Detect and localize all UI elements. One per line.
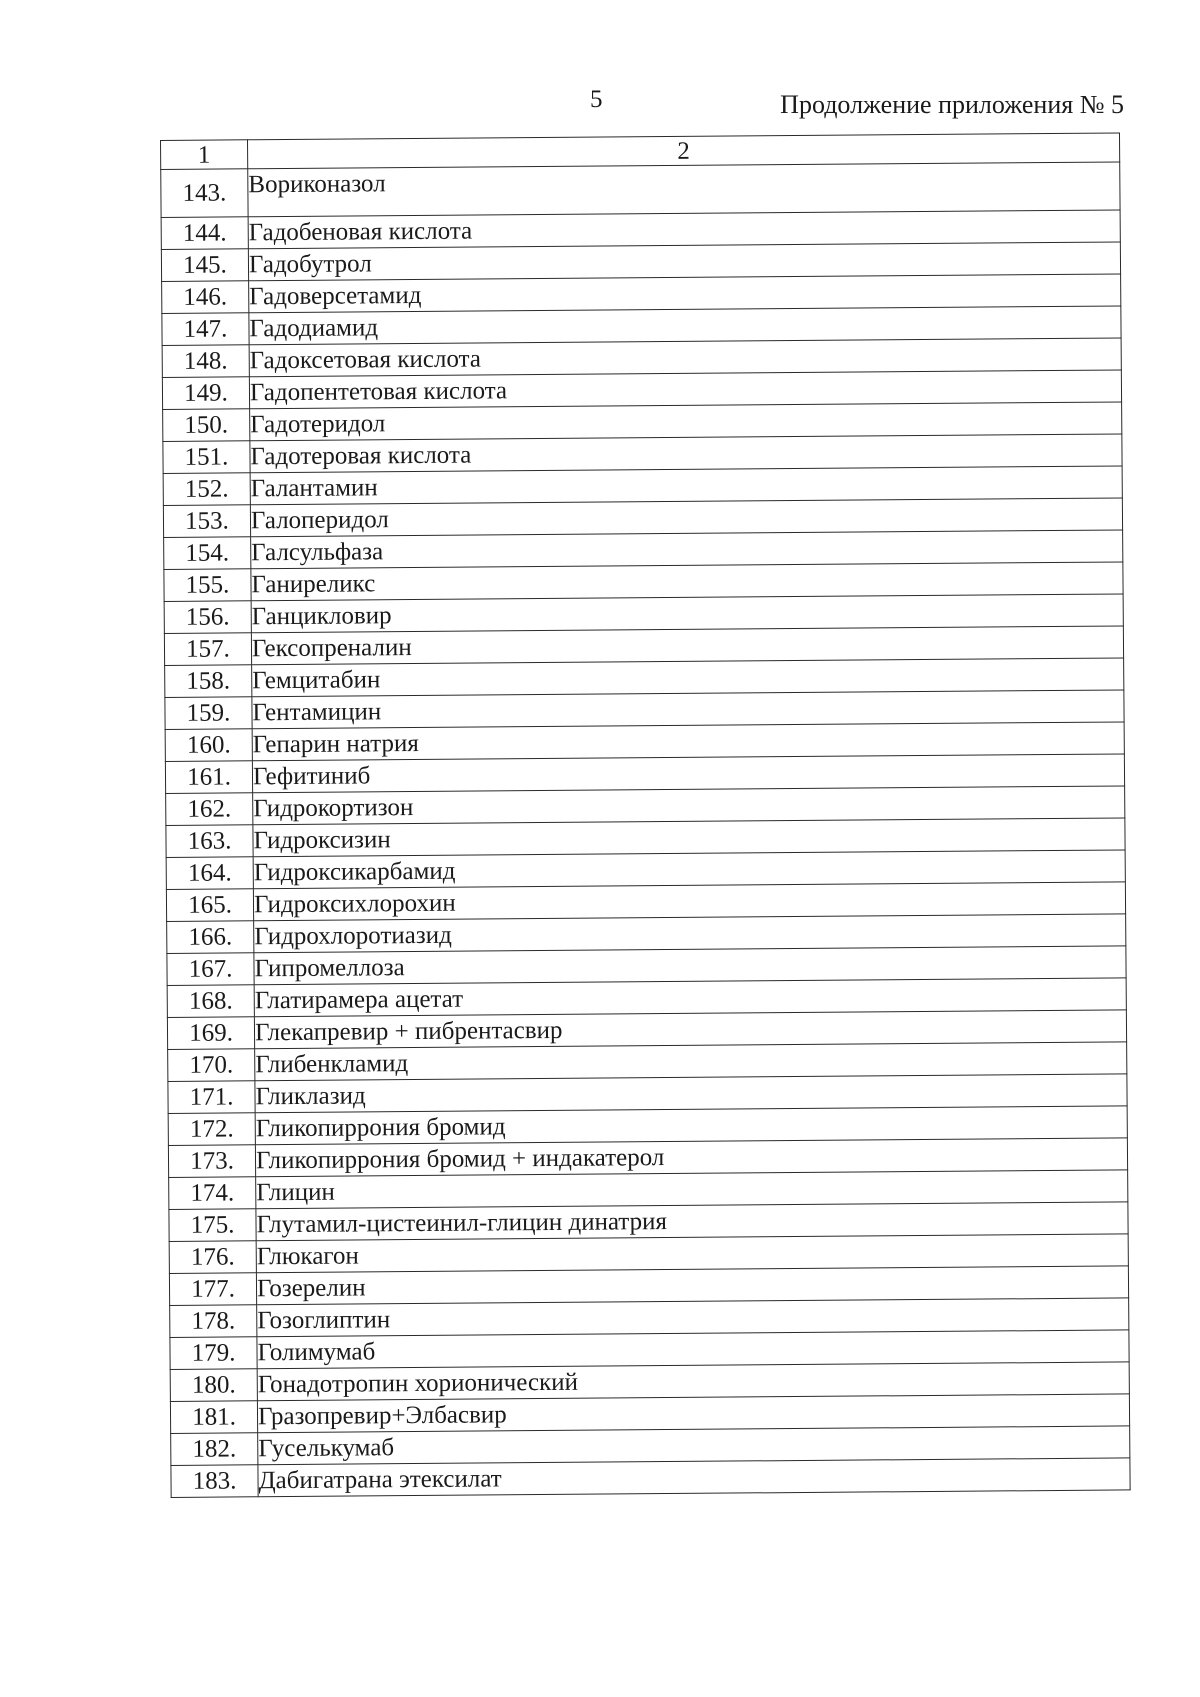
column-header-number: 1 [161,140,248,170]
row-number: 179. [170,1337,257,1370]
row-number: 152. [163,473,250,506]
drug-name: Гемцитабин [252,658,1124,697]
drug-name: Гадобутрол [248,242,1120,281]
drug-name: Глекапревир + пибрентасвир [254,1010,1126,1049]
row-number: 150. [163,409,250,442]
drug-name: Глибенкламид [255,1042,1127,1081]
drug-name: Гозоглиптин [257,1298,1129,1337]
row-number: 178. [170,1305,257,1338]
row-number: 146. [162,281,249,314]
row-number: 144. [161,217,248,250]
row-number: 183. [171,1465,258,1498]
row-number: 147. [162,313,249,346]
drug-name: Галсульфаза [251,530,1123,569]
row-number: 167. [167,953,254,986]
drug-name: Галоперидол [250,498,1122,537]
row-number: 170. [168,1049,255,1082]
row-number: 163. [166,825,253,858]
drug-name: Гексопреналин [251,626,1123,665]
drug-name: Голимумаб [257,1330,1129,1369]
drug-name: Глутамил-цистеинил-глицин динатрия [256,1202,1128,1241]
row-number: 171. [168,1081,255,1114]
drug-name: Гидроксикарбамид [253,850,1125,889]
drug-name: Гадодиамид [249,306,1121,345]
row-number: 180. [170,1369,257,1402]
page-number: 5 [590,86,603,113]
drug-name: Гадопентетовая кислота [249,370,1121,409]
row-number: 153. [163,505,250,538]
drug-name: Гадотеридол [250,402,1122,441]
row-number: 148. [162,345,249,378]
drug-name: Гадотеровая кислота [250,434,1122,473]
row-number: 182. [171,1433,258,1466]
drug-name: Гипромеллоза [254,946,1126,985]
table-container [160,132,1131,1497]
drug-name: Гадоверсетамид [249,274,1121,313]
drug-name: Гликлазид [255,1074,1127,1113]
row-number: 162. [166,793,253,826]
drug-table [160,132,1131,1497]
row-number: 158. [165,665,252,698]
row-number: 164. [166,857,253,890]
drug-name: Гидрокортизон [253,786,1125,825]
drug-name: Галантамин [250,466,1122,505]
drug-name: Гадобеновая кислота [248,210,1120,249]
row-number: 166. [167,921,254,954]
row-number: 149. [162,377,249,410]
row-number: 181. [170,1401,257,1434]
row-number: 173. [168,1145,255,1178]
row-number: 176. [169,1241,256,1274]
table-row [161,162,1120,218]
row-number: 154. [164,537,251,570]
drug-name: Ганцикловир [251,594,1123,633]
row-number: 161. [165,761,252,794]
drug-name: Гуселькумаб [258,1426,1130,1465]
drug-name: Гентамицин [252,690,1124,729]
column-header-name: 2 [248,133,1120,169]
row-number: 177. [169,1273,256,1306]
drug-name: Глюкагон [256,1234,1128,1273]
drug-name: Гликопиррония бромид [255,1106,1127,1145]
drug-name: Гидроксизин [253,818,1125,857]
row-number: 169. [167,1017,254,1050]
row-number: 175. [169,1209,256,1242]
row-number: 174. [169,1177,256,1210]
row-number: 143. [161,169,248,218]
continuation-header: Продолжение приложения № 5 [780,90,1124,119]
row-number: 160. [165,729,252,762]
drug-name: Гидрохлоротиазид [254,914,1126,953]
drug-name: Вориконазол [248,162,1120,217]
row-number: 172. [168,1113,255,1146]
row-number: 156. [164,601,251,634]
row-number: 165. [166,889,253,922]
drug-name: Гадоксетовая кислота [249,338,1121,377]
row-number: 157. [164,633,251,666]
row-number: 151. [163,441,250,474]
drug-name: Гефитиниб [252,754,1124,793]
drug-name: Гразопревир+Элбасвир [257,1394,1129,1433]
row-number: 145. [161,249,248,282]
drug-name: Глатирамера ацетат [254,978,1126,1017]
drug-name: Гозерелин [256,1266,1128,1305]
row-number: 168. [167,985,254,1018]
drug-name: Гепарин натрия [252,722,1124,761]
drug-name: Дабигатрана этексилат [258,1458,1130,1497]
drug-name: Гидроксихлорохин [253,882,1125,921]
drug-name: Гонадотропин хорионический [257,1362,1129,1401]
drug-name: Глицин [256,1170,1128,1209]
table-row [171,1458,1130,1498]
drug-name: Гликопиррония бромид + индакатерол [255,1138,1127,1177]
row-number: 155. [164,569,251,602]
drug-name: Ганиреликс [251,562,1123,601]
row-number: 159. [165,697,252,730]
